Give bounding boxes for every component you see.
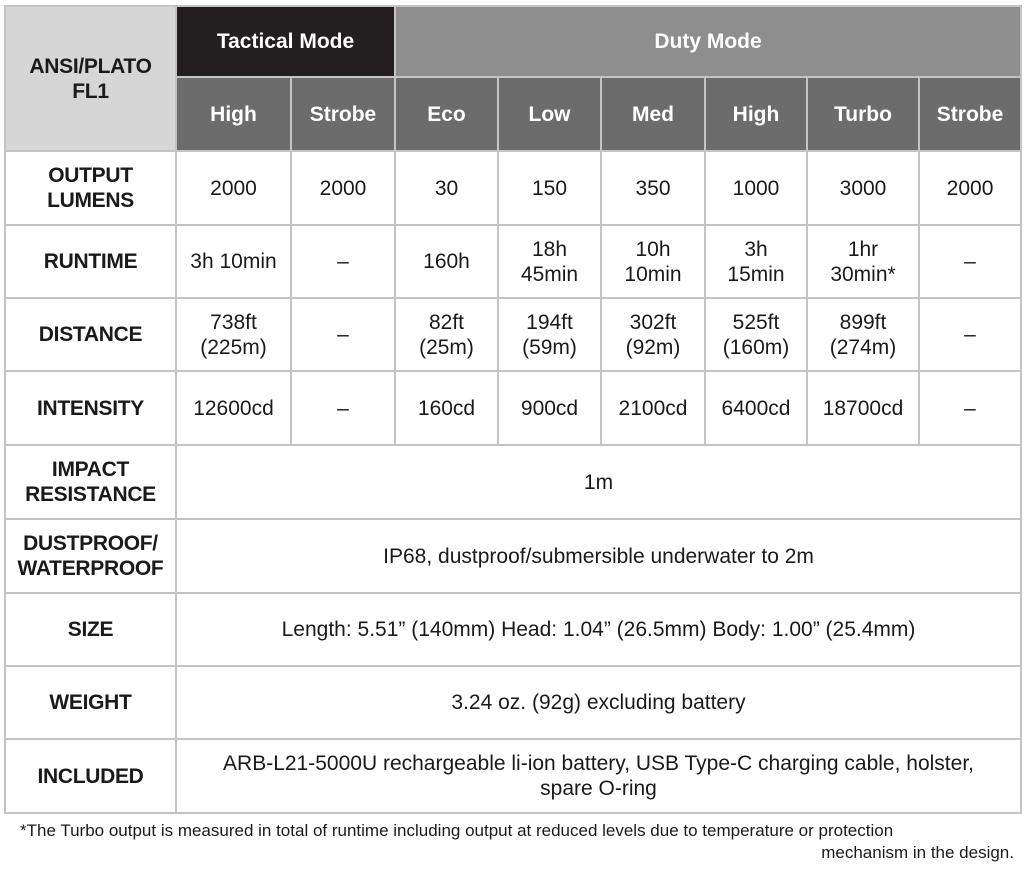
impact-value: 1m [176, 445, 1021, 519]
row-included [5, 739, 1021, 813]
footnote-line: *The Turbo output is measured in total of runtime including output at reduced levels due to temperature or protection [20, 821, 894, 840]
row-label: RUNTIME [5, 225, 176, 298]
row-label: OUTPUT LUMENS [5, 151, 176, 225]
mode-duty-eco: Eco [395, 77, 498, 151]
output-value: 350 [601, 151, 705, 225]
standard-label: ANSI/PLATO FL1 [5, 6, 176, 151]
intensity-value: 160cd [395, 371, 498, 445]
spec-table [4, 5, 1022, 814]
output-value: 150 [498, 151, 601, 225]
distance-value: 899ft (274m) [807, 298, 919, 371]
intensity-value: 18700cd [807, 371, 919, 445]
size-value: Length: 5.51” (140mm) Head: 1.04” (26.5mm) Body: 1.00” (25.4mm) [176, 593, 1021, 666]
intensity-value: – [291, 371, 395, 445]
runtime-value: – [291, 225, 395, 298]
tactical-mode-header: Tactical Mode [176, 6, 395, 77]
duty-mode-header: Duty Mode [395, 6, 1021, 77]
distance-value: 82ft (25m) [395, 298, 498, 371]
row-label: DUSTPROOF/ WATERPROOF [5, 519, 176, 593]
output-value: 2000 [291, 151, 395, 225]
footnote-line: mechanism in the design. [821, 843, 1014, 862]
distance-value: 194ft (59m) [498, 298, 601, 371]
distance-value: – [291, 298, 395, 371]
row-label: WEIGHT [5, 666, 176, 739]
runtime-value: – [919, 225, 1021, 298]
output-value: 2000 [176, 151, 291, 225]
mode-tactical-strobe: Strobe [291, 77, 395, 151]
intensity-value: 2100cd [601, 371, 705, 445]
distance-value: 738ft (225m) [176, 298, 291, 371]
output-value: 1000 [705, 151, 807, 225]
distance-value: – [919, 298, 1021, 371]
row-label: IMPACT RESISTANCE [5, 445, 176, 519]
mode-tactical-high: High [176, 77, 291, 151]
runtime-value: 10h 10min [601, 225, 705, 298]
runtime-value: 3h 15min [705, 225, 807, 298]
row-impact-resistance [5, 445, 1021, 519]
row-runtime [5, 225, 1021, 298]
distance-value: 525ft (160m) [705, 298, 807, 371]
footnote [20, 820, 1014, 864]
row-distance [5, 298, 1021, 371]
weight-value: 3.24 oz. (92g) excluding battery [176, 666, 1021, 739]
mode-duty-strobe: Strobe [919, 77, 1021, 151]
output-value: 2000 [919, 151, 1021, 225]
included-value: ARB-L21-5000U rechargeable li-ion battery, USB Type-C charging cable, holster, spare O-ring [176, 739, 1021, 813]
header-row-groups [5, 6, 1021, 77]
output-value: 30 [395, 151, 498, 225]
intensity-value: 12600cd [176, 371, 291, 445]
output-value: 3000 [807, 151, 919, 225]
mode-duty-low: Low [498, 77, 601, 151]
row-dustproof-waterproof [5, 519, 1021, 593]
mode-duty-med: Med [601, 77, 705, 151]
row-label: SIZE [5, 593, 176, 666]
intensity-value: 6400cd [705, 371, 807, 445]
intensity-value: – [919, 371, 1021, 445]
row-label: INCLUDED [5, 739, 176, 813]
waterproof-value: IP68, dustproof/submersible underwater to 2m [176, 519, 1021, 593]
row-intensity [5, 371, 1021, 445]
intensity-value: 900cd [498, 371, 601, 445]
row-label: INTENSITY [5, 371, 176, 445]
distance-value: 302ft (92m) [601, 298, 705, 371]
mode-duty-turbo: Turbo [807, 77, 919, 151]
row-size [5, 593, 1021, 666]
row-weight [5, 666, 1021, 739]
row-label: DISTANCE [5, 298, 176, 371]
runtime-value: 3h 10min [176, 225, 291, 298]
runtime-value: 1hr 30min* [807, 225, 919, 298]
runtime-value: 160h [395, 225, 498, 298]
row-output-lumens [5, 151, 1021, 225]
mode-duty-high: High [705, 77, 807, 151]
runtime-value: 18h 45min [498, 225, 601, 298]
